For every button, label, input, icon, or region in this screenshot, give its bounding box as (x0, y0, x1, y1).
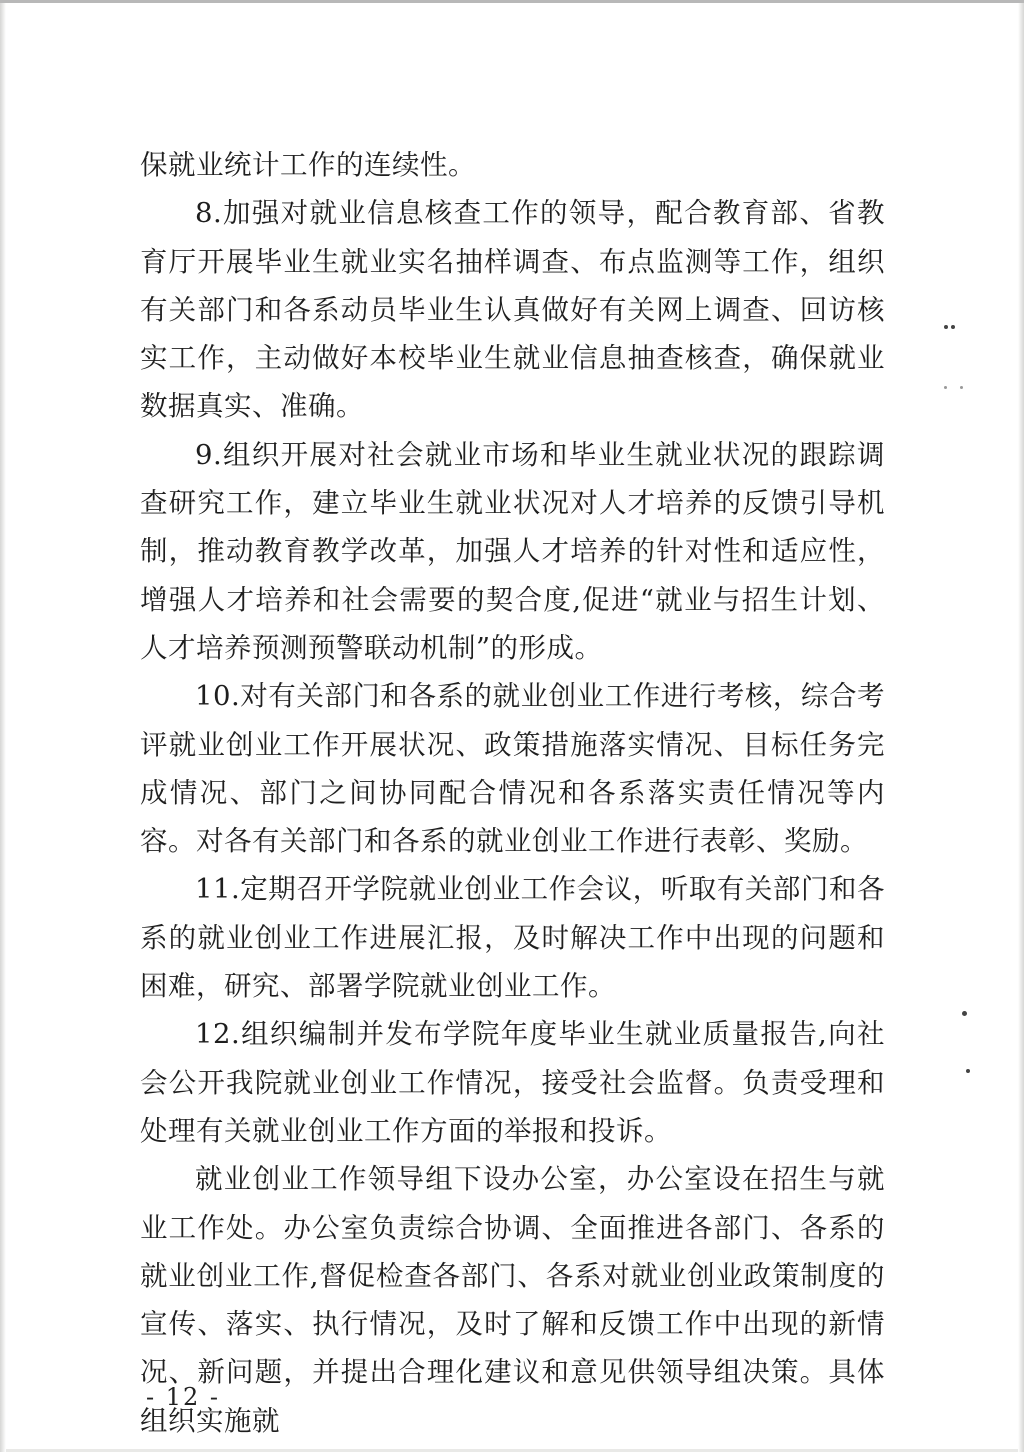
scan-speck (951, 325, 955, 329)
scan-speck (966, 1069, 970, 1073)
paragraph-office: 就业创业工作领导组下设办公室，办公室设在招生与就业工作处。办公室负责综合协调、全面推进各部门、各系的就业创业工作,督促检查各部门、各系对就业创业政策制度的宣传、落实、执行情况，及时了解和反馈工作中出现的新情况、新问题，并提出合理化建议和意见供领导组决策。具体组织实施就 (140, 1163, 885, 1437)
scan-edge-right (1018, 3, 1024, 1452)
paragraph-item-8: 8.加强对就业信息核查工作的领导，配合教育部、省教育厅开展毕业生就业实名抽样调查、布点监测等工作，组织有关部门和各系动员毕业生认真做好有关网上调查、回访核实工作，主动做好本校毕业生就业信息抽查核查，确保就业数据真实、准确。 (140, 197, 885, 423)
paragraph-item-11: 11.定期召开学院就业创业工作会议，听取有关部门和各系的就业创业工作进展汇报，及时解决工作中出现的问题和困难，研究、部署学院就业创业工作。 (140, 873, 885, 1003)
scan-speck (944, 325, 948, 329)
page-number: - 12 - (146, 1383, 221, 1411)
paragraph-continuation: 保就业统计工作的连续性。 (140, 149, 476, 181)
scan-edge-left (0, 3, 6, 1452)
scan-speck (960, 386, 963, 389)
paragraph-item-9: 9.组织开展对社会就业市场和毕业生就业状况的跟踪调查研究工作，建立毕业生就业状况对人才培养的反馈引导机制，推动教育教学改革，加强人才培养的针对性和适应性，增强人才培养和社会需要的契合度,促进“就业与招生计划、人才培养预测预警联动机制”的形成。 (140, 438, 885, 664)
paragraph-item-12: 12.组织编制并发布学院年度毕业生就业质量报告,向社会公开我院就业创业工作情况，接受社会监督。负责受理和处理有关就业创业工作方面的举报和投诉。 (140, 1018, 885, 1147)
scan-speck (944, 386, 947, 389)
scan-speck (962, 1011, 967, 1016)
document-body (140, 141, 885, 1445)
paragraph-item-10: 10.对有关部门和各系的就业创业工作进行考核，综合考评就业创业工作开展状况、政策措施落实情况、目标任务完成情况、部门之间协同配合情况和各系落实责任情况等内容。对各有关部门和各系的就业创业工作进行表彰、奖励。 (140, 680, 885, 858)
